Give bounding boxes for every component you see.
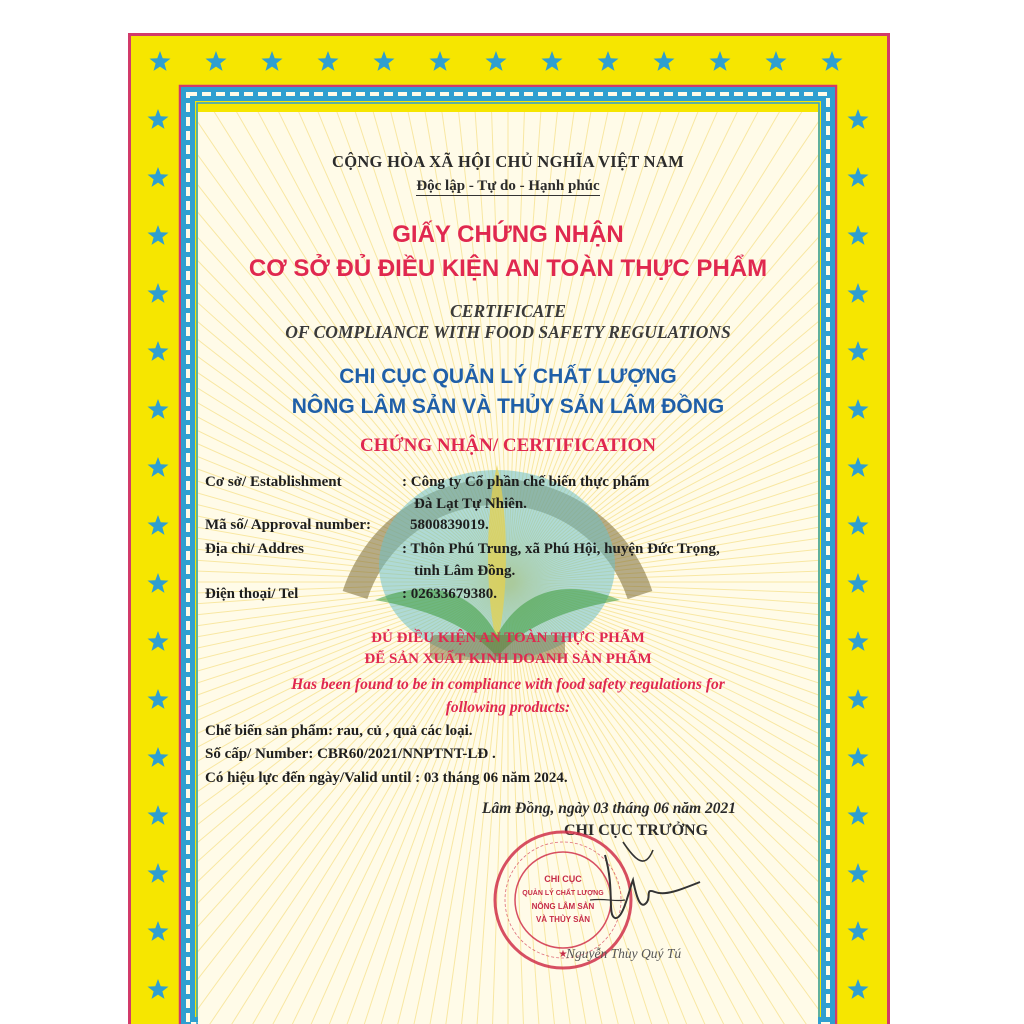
valid-until: Có hiệu lực đến ngày/Valid until : 03 tháng 06 năm 2024. [205, 770, 568, 786]
approval-label: Mã số/ Approval number: [205, 517, 371, 533]
stamp-text-2: QUẢN LÝ CHẤT LƯỢNG [522, 890, 604, 897]
address-label: Địa chỉ/ Addres [205, 541, 304, 557]
compliance-en-1: Has been found to be in compliance with food safety regulations for [291, 676, 725, 693]
phone-value: : 02633679380. [402, 586, 497, 602]
certificate-title-vi-1: GIẤY CHỨNG NHẬN [392, 221, 624, 248]
establishment-value-2: Đà Lạt Tự Nhiên. [414, 496, 527, 512]
place-and-date: Lâm Đồng, ngày 03 tháng 06 năm 2021 [482, 800, 737, 817]
republic-name: CỘNG HÒA XÃ HỘI CHỦ NGHĨA VIỆT NAM [331, 152, 684, 171]
certificate-number: Số cấp/ Number: CBR60/2021/NNPTNT-LĐ . [205, 746, 496, 762]
signer-position: CHI CỤC TRƯỞNG [564, 822, 709, 839]
certification-heading: CHỨNG NHẬN/ CERTIFICATION [360, 435, 656, 456]
svg-text:★: ★ [558, 949, 568, 960]
stamp-text-1: CHI CỤC [544, 874, 582, 884]
handwritten-signature [585, 830, 710, 940]
issuing-agency-2: NÔNG LÂM SẢN VÀ THỦY SẢN LÂM ĐỒNG [291, 395, 725, 418]
stamp-text-4: VÀ THỦY SẢN [535, 915, 591, 924]
approval-value: 5800839019. [410, 517, 489, 533]
certificate-title-en-2: OF COMPLIANCE WITH FOOD SAFETY REGULATIONS [285, 322, 731, 342]
address-value-2: tỉnh Lâm Đồng. [414, 563, 516, 579]
issuing-agency-1: CHI CỤC QUẢN LÝ CHẤT LƯỢNG [339, 365, 677, 388]
certificate-title-en-1: CERTIFICATE [450, 301, 566, 321]
products-line: Chế biến sản phẩm: rau, củ , quả các loại. [205, 723, 473, 739]
establishment-label: Cơ sở/ Establishment [205, 474, 342, 490]
compliance-vi-1: ĐỦ ĐIỀU KIỆN AN TOÀN THỰC PHẨM [371, 630, 645, 646]
compliance-vi-2: ĐỂ SẢN XUẤT KINH DOANH SẢN PHẨM [364, 651, 652, 667]
establishment-value: : Công ty Cổ phần chế biến thực phẩm [402, 474, 650, 490]
phone-label: Điện thoại/ Tel [205, 586, 299, 602]
address-value: : Thôn Phú Trung, xã Phú Hội, huyện Đức Trọng, [402, 541, 720, 557]
compliance-en-2: following products: [445, 699, 571, 716]
stamp-text-3: NÔNG LÂM SẢN [531, 902, 595, 911]
signer-name: Nguyễn Thùy Quý Tú [566, 946, 682, 961]
certificate-title-vi-2: CƠ SỞ ĐỦ ĐIỀU KIỆN AN TOÀN THỰC PHẨM [248, 255, 768, 282]
national-motto: Độc lập - Tự do - Hạnh phúc [416, 178, 600, 194]
